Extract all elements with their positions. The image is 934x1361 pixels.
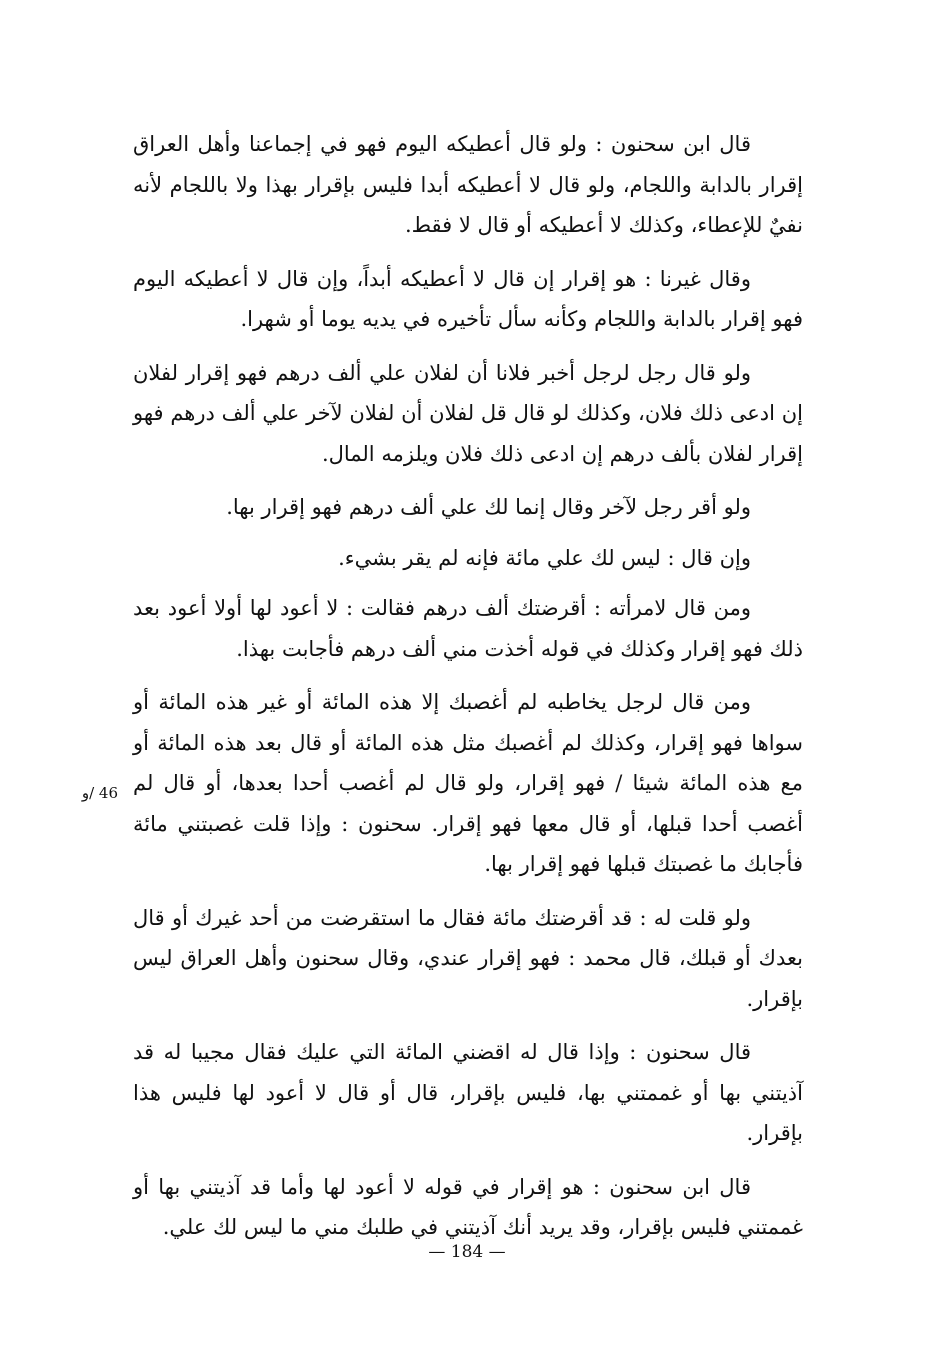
paragraph: ولو أقر رجل لآخر وقال إنما لك علي ألف درهم فهو إقرار بها. [226,495,751,519]
paragraph: ومن قال لرجل يخاطبه لم أغصبك إلا هذه المائة أو غير هذه المائة أو سواها فهو إقرار، وكذلك لم أغصبك مثل هذه المائة أو قال بعد هذه المائة أو مع هذه المائة شيئا / فهو إقرار، ولو قال لم أغصب أحدا بعدها، أو قال لم أغصب أحدا قبلها، أو قال معها فهو إقرار. سحنون : وإذا قلت غصبتني مائة فأجابك ما غصبتك قبلها فهو إقرار بها. [133,690,803,876]
page-number: — 184 — [428,1242,506,1262]
paragraph: قال سحنون : وإذا قال له اقضني المائة التي عليك فقال مجيبا له قد آذيتني بها أو غممتني بها، فليس بإقرار، قال أو قال لا أعود لها فليس هذا بإقرار. [133,1040,803,1145]
paragraph: وقال غيرنا : هو إقرار إن قال لا أعطيكه أبداً، وإن قال لا أعطيكه اليوم فهو إقرار بالدابة واللجام وكأنه سأل تأخيره في يديه يوما أو شهرا. [133,266,803,331]
paragraph: قال ابن سحنون : ولو قال أعطيكه اليوم فهو في إجماعنا وأهل العراق إقرار بالدابة واللجام، ولو قال لا أعطيكه أبدا فليس بإقرار بهذا ولا باللجام لأنه نفيٌ للإعطاء، وكذلك لا أعطيكه أو قال لا فقط. [133,132,803,237]
paragraph: قال ابن سحنون : هو إقرار في قوله لا أعود لها وأما قد آذيتني بها أو غممتني فليس بإقرار، وقد يريد أنك آذيتني في طلبك مني ما ليس لك علي. [133,1174,803,1239]
paragraph: ولو قلت له : قد أقرضتك مائة فقال ما استقرضت من أحد غيرك أو قال بعدك أو قبلك، قال محمد : فهو إقرار عندي، وقال سحنون وأهل العراق ليس بإقرار. [133,905,803,1011]
folio-margin-note: 46 /و [81,784,118,802]
paragraph: وإن قال : ليس لك علي مائة فإنه لم يقر بشيء. [338,545,751,570]
paragraph: ومن قال لامرأته : أقرضتك ألف درهم فقالت : لا أعود لها أولا أعود بعد ذلك فهو إقرار وكذلك في قوله أخذت مني ألف درهم فأجابت بهذا. [133,596,803,661]
paragraph: ولو قال رجل لرجل أخبر فلانا أن لفلان علي ألف درهم فهو إقرار لفلان إن ادعى ذلك فلان، وكذلك لو قال قل لفلان أن لفلان لآخر علي ألف درهم فهو إقرار لفلان بألف درهم إن ادعى ذلك فلان ويلزمه المال. [133,360,803,466]
body-text [133,124,803,1261]
